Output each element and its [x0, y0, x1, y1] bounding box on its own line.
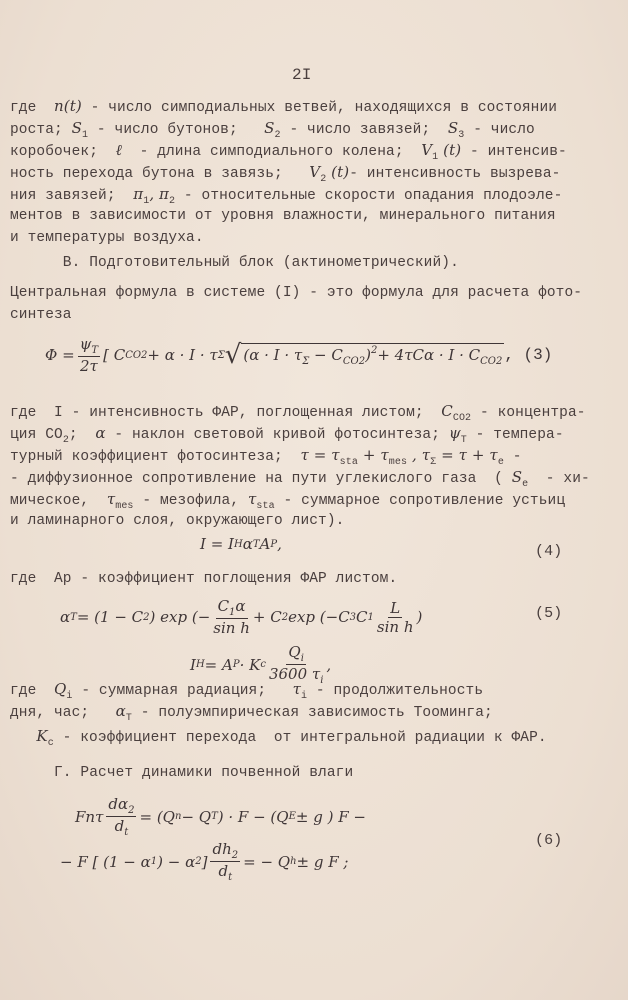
math-symbol: ]	[201, 852, 208, 871]
subscript: H	[195, 659, 205, 670]
math-symbol: exp (−C	[288, 608, 350, 626]
math-symbol: )	[365, 346, 371, 364]
text-run: - темпера-	[466, 427, 564, 443]
text-run: Центральная формула в системе (I) - это формула для расчета фото-	[10, 285, 583, 301]
text-run: ность перехода бутона в завязь;	[10, 166, 310, 182]
math-symbol: ± g F ;	[296, 852, 349, 871]
math-symbol: Q	[54, 680, 67, 698]
subscript: 1	[82, 130, 89, 141]
text-line	[10, 254, 459, 272]
math-symbol: C	[356, 608, 368, 626]
math-symbol: C	[217, 597, 230, 615]
text-run: где Ар - коэффициент поглощения ФАР листом.	[10, 571, 398, 587]
math-symbol: + α · I · τ	[147, 346, 218, 364]
subscript: c	[47, 738, 54, 749]
text-run: турный коэффициент фотосинтеза;	[10, 449, 301, 465]
text-line	[10, 284, 582, 302]
text-run: - относительные скорости опадания плодоэле-	[175, 188, 563, 204]
equation	[200, 535, 282, 553]
equation	[75, 795, 366, 838]
text-run: где I - интенсивность ФАР, поглощенная листом;	[10, 405, 442, 421]
math-symbol: (t)	[326, 163, 350, 181]
text-run: - хи-	[528, 471, 590, 487]
numerator	[286, 643, 306, 665]
text-run: синтеза	[10, 307, 72, 323]
fraction	[269, 643, 323, 686]
math-symbol: Φ =	[45, 346, 75, 364]
subscript: P	[270, 538, 278, 550]
text-run: - мезофила,	[133, 493, 248, 509]
math-symbol: α	[60, 608, 71, 626]
text-run: - продолжительность	[307, 683, 484, 699]
text-run: - суммарная радиация;	[72, 683, 293, 699]
math-symbol: 2τ	[79, 357, 98, 375]
subscript: T	[125, 713, 132, 724]
math-symbol: τ	[106, 490, 116, 508]
text-run: - полуэмпирическая зависимость Тооминга;	[131, 705, 493, 721]
subscript: E	[288, 811, 296, 822]
math-symbol: dh	[212, 840, 232, 858]
numerator	[78, 335, 100, 357]
subscript: 2	[62, 435, 69, 446]
text-run: - число	[464, 122, 535, 138]
math-symbol: d	[114, 817, 125, 835]
subscript: i	[320, 675, 324, 686]
math-symbol: ψ	[448, 424, 461, 442]
subscript: Σ	[430, 457, 437, 468]
math-symbol: − Q	[181, 807, 212, 826]
subscript: T	[91, 345, 99, 356]
equation	[190, 643, 331, 686]
fraction	[78, 335, 100, 375]
text-run: и температуры воздуха.	[10, 230, 204, 246]
text-run: ция CO	[10, 427, 63, 443]
text-run: где	[10, 683, 55, 699]
math-symbol: ) · F − (Q	[217, 807, 289, 826]
subscript: h	[290, 856, 297, 867]
math-symbol: [ C	[103, 346, 126, 364]
math-symbol: τ = τ	[300, 446, 340, 464]
text-run: ментов в зависимости от уровня влажности, минерального питания	[10, 208, 556, 224]
math-symbol: Fnτ	[75, 807, 104, 826]
subscript: T	[460, 435, 467, 446]
text-line	[10, 702, 493, 728]
math-symbol: + 4τCα · I · C	[377, 346, 481, 364]
numerator	[388, 599, 402, 618]
subscript: mes	[388, 457, 408, 468]
math-symbol: sin h	[376, 617, 414, 636]
subscript: P	[232, 659, 240, 670]
subscript: 2	[320, 174, 327, 185]
math-symbol: ,	[326, 655, 332, 674]
numerator	[216, 597, 248, 619]
radicand	[241, 343, 504, 367]
text-run: - коэффициент перехода от интегральной радиации к ФАР.	[53, 730, 547, 746]
math-symbol: ψ	[79, 335, 92, 353]
subscript: H	[233, 538, 243, 550]
math-symbol: 3600 τ	[268, 665, 321, 683]
numerator	[106, 795, 136, 817]
square-root	[225, 340, 505, 370]
subscript: i	[300, 691, 308, 702]
subscript: CO2	[452, 413, 472, 424]
subscript: 1	[150, 856, 158, 867]
text-line	[10, 229, 204, 247]
subscript: i	[66, 691, 73, 702]
math-symbol: )	[416, 608, 423, 626]
text-line	[10, 512, 344, 530]
subscript: 1	[143, 196, 150, 207]
subscript: 1	[367, 611, 374, 623]
math-symbol: V	[309, 163, 321, 181]
math-symbol: C	[441, 402, 453, 420]
math-symbol: ℓ	[115, 141, 122, 159]
subscript: Σ	[302, 356, 310, 367]
subscript: 2	[195, 856, 202, 867]
text-run: В. Подготовительный блок (актинометрический).	[10, 255, 459, 271]
text-run: - наклон световой кривой фотосинтеза;	[105, 427, 449, 443]
subscript: mes	[115, 501, 134, 512]
math-symbol: , π	[149, 185, 170, 203]
subscript: e	[522, 479, 529, 490]
text-run: где	[10, 100, 55, 116]
subscript: Σ	[217, 349, 225, 361]
text-run: - число завязей;	[280, 122, 448, 138]
denominator	[377, 618, 414, 636]
math-symbol: S	[447, 119, 459, 137]
denominator	[80, 357, 98, 375]
text-run: - интенсивность вызрева-	[349, 166, 561, 182]
math-symbol: = A	[204, 655, 233, 674]
equation	[45, 335, 552, 375]
math-symbol: sin h	[213, 619, 250, 637]
math-symbol: ) − α	[157, 852, 196, 871]
subscript: CO2	[480, 356, 503, 367]
fraction	[106, 795, 136, 838]
math-symbol: = τ + τ	[436, 446, 498, 464]
subscript: 1	[432, 152, 439, 163]
fraction	[213, 597, 250, 637]
denominator	[213, 619, 250, 637]
math-symbol: A	[259, 535, 271, 553]
math-symbol: S	[511, 468, 523, 486]
subscript: T	[70, 611, 77, 623]
math-symbol: S	[71, 119, 83, 137]
denominator	[218, 862, 232, 883]
math-symbol: α	[235, 597, 246, 615]
text-run: - интенсив-	[461, 144, 567, 160]
math-symbol: · K	[239, 655, 261, 674]
subscript: sta	[339, 457, 358, 468]
equation-number: (6)	[535, 832, 563, 849]
subscript: CO2	[125, 349, 148, 361]
text-line	[10, 764, 353, 782]
subscript: 2	[274, 130, 281, 141]
subscript: CO2	[342, 356, 366, 367]
math-symbol: = (1 − C	[76, 608, 144, 626]
text-run: - диффузионное сопротивление на пути углекислого газа (	[10, 471, 512, 487]
equation	[60, 840, 348, 883]
math-symbol: ,	[277, 535, 282, 553]
math-symbol: ) exp (−	[149, 608, 211, 626]
math-symbol: I = I	[200, 535, 234, 553]
numerator	[210, 840, 240, 862]
math-symbol: V	[421, 141, 433, 159]
text-run: дня, час;	[10, 705, 116, 721]
math-symbol: = − Q	[243, 852, 291, 871]
fraction	[210, 840, 240, 883]
page-number: 2I	[292, 66, 312, 84]
subscript: 2	[231, 850, 239, 861]
text-run: и ламинарного слоя, окружающего лист).	[10, 513, 345, 529]
text-line	[10, 727, 547, 753]
denominator	[115, 817, 129, 838]
math-symbol: + τ	[357, 446, 389, 464]
fraction	[377, 599, 414, 636]
math-symbol: dα	[108, 795, 129, 813]
denominator	[269, 665, 323, 686]
text-run: ;	[68, 427, 96, 443]
radical-sign: √	[224, 340, 242, 370]
text-run: - суммарное сопротивление устьиц	[274, 493, 566, 509]
math-symbol: α	[95, 424, 106, 442]
math-symbol: K	[36, 727, 48, 745]
math-symbol: α	[115, 702, 126, 720]
subscript: c	[260, 659, 266, 670]
math-symbol: − F [ (1 − α	[60, 852, 151, 871]
subscript: n	[174, 811, 182, 822]
subscript: 3	[349, 611, 357, 623]
math-symbol: I	[190, 655, 196, 674]
text-run: - концентра-	[471, 405, 586, 421]
subscript: e	[497, 457, 504, 468]
subscript: T	[252, 538, 260, 550]
equation	[60, 597, 422, 637]
subscript: T	[211, 811, 218, 822]
superscript: 2	[370, 345, 378, 356]
subscript: 2	[169, 196, 176, 207]
math-symbol: τ	[247, 490, 257, 508]
subscript: i	[300, 653, 304, 664]
math-symbol: ± g ) F −	[295, 807, 366, 826]
math-symbol: π	[133, 185, 144, 203]
subscript: t	[228, 872, 233, 883]
text-run: - длина симподиального колена;	[121, 144, 422, 160]
subscript: sta	[256, 501, 275, 512]
equation-number: (4)	[535, 543, 563, 560]
math-symbol: , τ	[407, 446, 431, 464]
text-line	[10, 570, 397, 588]
text-run: - число симподиальных ветвей, находящихся в состоянии	[81, 100, 558, 116]
math-symbol: S	[264, 119, 275, 137]
math-symbol: (t)	[438, 141, 462, 159]
text-run: -	[503, 449, 522, 465]
subscript: 1	[229, 607, 236, 618]
math-symbol: − C	[309, 346, 343, 364]
text-line	[10, 207, 556, 225]
math-symbol: τ	[292, 680, 301, 698]
math-symbol: α	[242, 535, 253, 553]
math-symbol: Q	[288, 643, 301, 661]
subscript: t	[124, 827, 129, 838]
subscript: 2	[143, 611, 150, 623]
text-run: коробочек;	[10, 144, 116, 160]
text-run	[10, 730, 36, 746]
equation-text: , (3)	[504, 346, 553, 364]
math-symbol: + C	[252, 608, 282, 626]
equation-number: (5)	[535, 605, 563, 622]
math-symbol: = (Q	[139, 807, 175, 826]
math-symbol: d	[218, 862, 229, 880]
text-line	[10, 97, 557, 117]
text-run: ния завязей;	[10, 188, 134, 204]
subscript: 2	[128, 805, 135, 816]
text-run: роста;	[10, 122, 72, 138]
subscript: 2	[281, 611, 289, 623]
text-line	[10, 306, 72, 324]
text-run: Г. Расчет динамики почвенной влаги	[10, 765, 354, 781]
subscript: 3	[458, 130, 465, 141]
math-symbol: (α · I · τ	[243, 346, 303, 364]
text-run: - число бутонов;	[88, 122, 265, 138]
math-symbol: n(t)	[54, 97, 82, 115]
math-symbol: L	[390, 598, 401, 617]
text-run: мическое,	[10, 493, 107, 509]
